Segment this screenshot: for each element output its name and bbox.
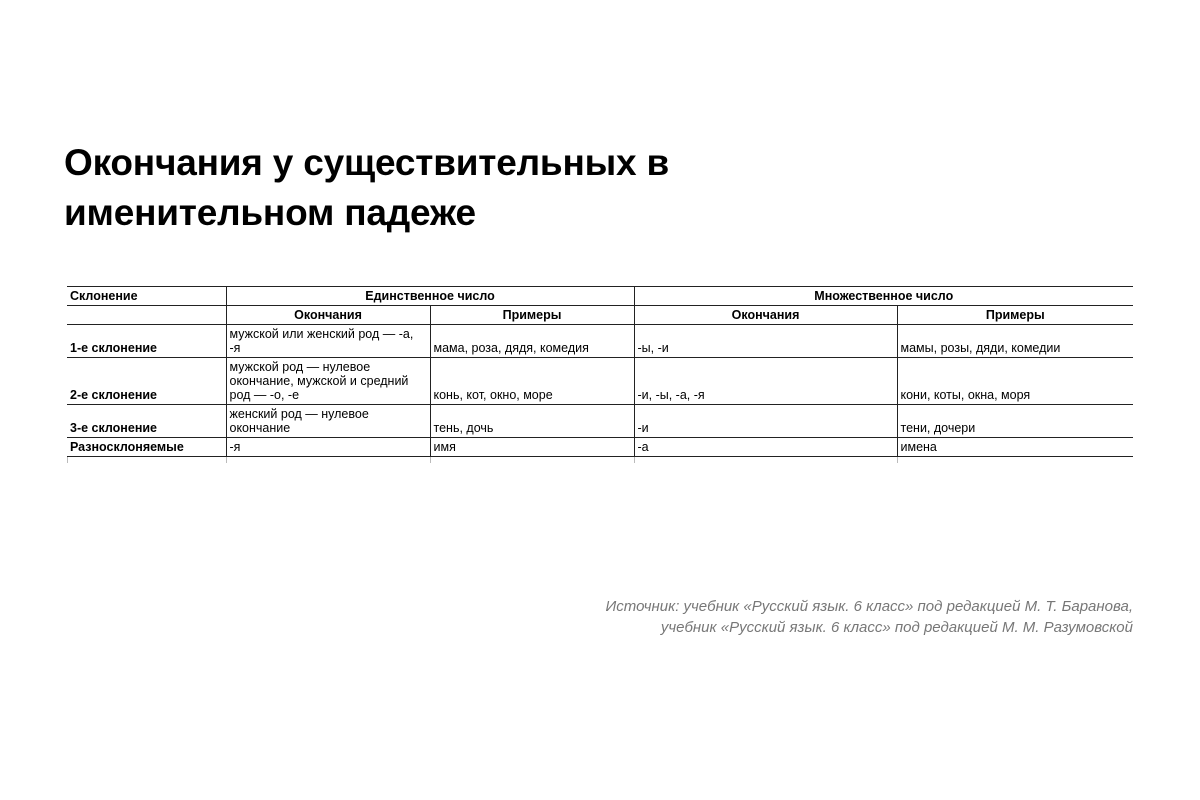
- header-plural: Множественное число: [634, 287, 1133, 306]
- row-sing-endings: мужской род — нулевое окончание, мужской и средний род — -о, -е: [226, 358, 430, 405]
- tick-mark: [897, 457, 898, 463]
- row-plur-examples: имена: [897, 438, 1133, 457]
- row-plur-endings: -а: [634, 438, 897, 457]
- row-sing-endings: женский род — нулевое окончание: [226, 405, 430, 438]
- table-row: [67, 405, 1133, 438]
- table-bottom-ticks: [67, 457, 1133, 463]
- header-sing-endings: Окончания: [226, 306, 430, 325]
- row-sing-examples: тень, дочь: [430, 405, 634, 438]
- endings-table: [67, 286, 1133, 457]
- endings-table-container: [67, 286, 1133, 463]
- source-line-1: Источник: учебник «Русский язык. 6 класс» под редакцией М. Т. Баранова,: [605, 598, 1133, 615]
- row-plur-endings: -и, -ы, -а, -я: [634, 358, 897, 405]
- row-declension-name: 2-е склонение: [67, 358, 226, 405]
- header-sing-examples: Примеры: [430, 306, 634, 325]
- header-singular: Единственное число: [226, 287, 634, 306]
- header-empty-cell: [67, 306, 226, 325]
- table-row: [67, 438, 1133, 457]
- row-declension-name: Разносклоняемые: [67, 438, 226, 457]
- row-plur-endings: -ы, -и: [634, 325, 897, 358]
- row-sing-endings: мужской или женский род — -а, -я: [226, 325, 430, 358]
- tick-mark: [226, 457, 227, 463]
- header-plur-endings: Окончания: [634, 306, 897, 325]
- row-plur-endings: -и: [634, 405, 897, 438]
- tick-mark: [430, 457, 431, 463]
- page-title: Окончания у существительных в именительном падеже: [64, 142, 669, 233]
- table-row: [67, 325, 1133, 358]
- source-line-2: учебник «Русский язык. 6 класс» под редакцией М. М. Разумовской: [660, 619, 1133, 636]
- row-plur-examples: мамы, розы, дяди, комедии: [897, 325, 1133, 358]
- row-declension-name: 3-е склонение: [67, 405, 226, 438]
- header-declension: Склонение: [67, 287, 226, 306]
- row-sing-examples: имя: [430, 438, 634, 457]
- row-sing-examples: мама, роза, дядя, комедия: [430, 325, 634, 358]
- row-plur-examples: тени, дочери: [897, 405, 1133, 438]
- row-declension-name: 1-е склонение: [67, 325, 226, 358]
- header-row-2: [67, 306, 1133, 325]
- tick-mark: [634, 457, 635, 463]
- source-citation: [433, 596, 1133, 638]
- tick-mark: [67, 457, 68, 463]
- header-plur-examples: Примеры: [897, 306, 1133, 325]
- header-row-1: [67, 287, 1133, 306]
- row-sing-examples: конь, кот, окно, море: [430, 358, 634, 405]
- table-row: [67, 358, 1133, 405]
- row-sing-endings: -я: [226, 438, 430, 457]
- row-plur-examples: кони, коты, окна, моря: [897, 358, 1133, 405]
